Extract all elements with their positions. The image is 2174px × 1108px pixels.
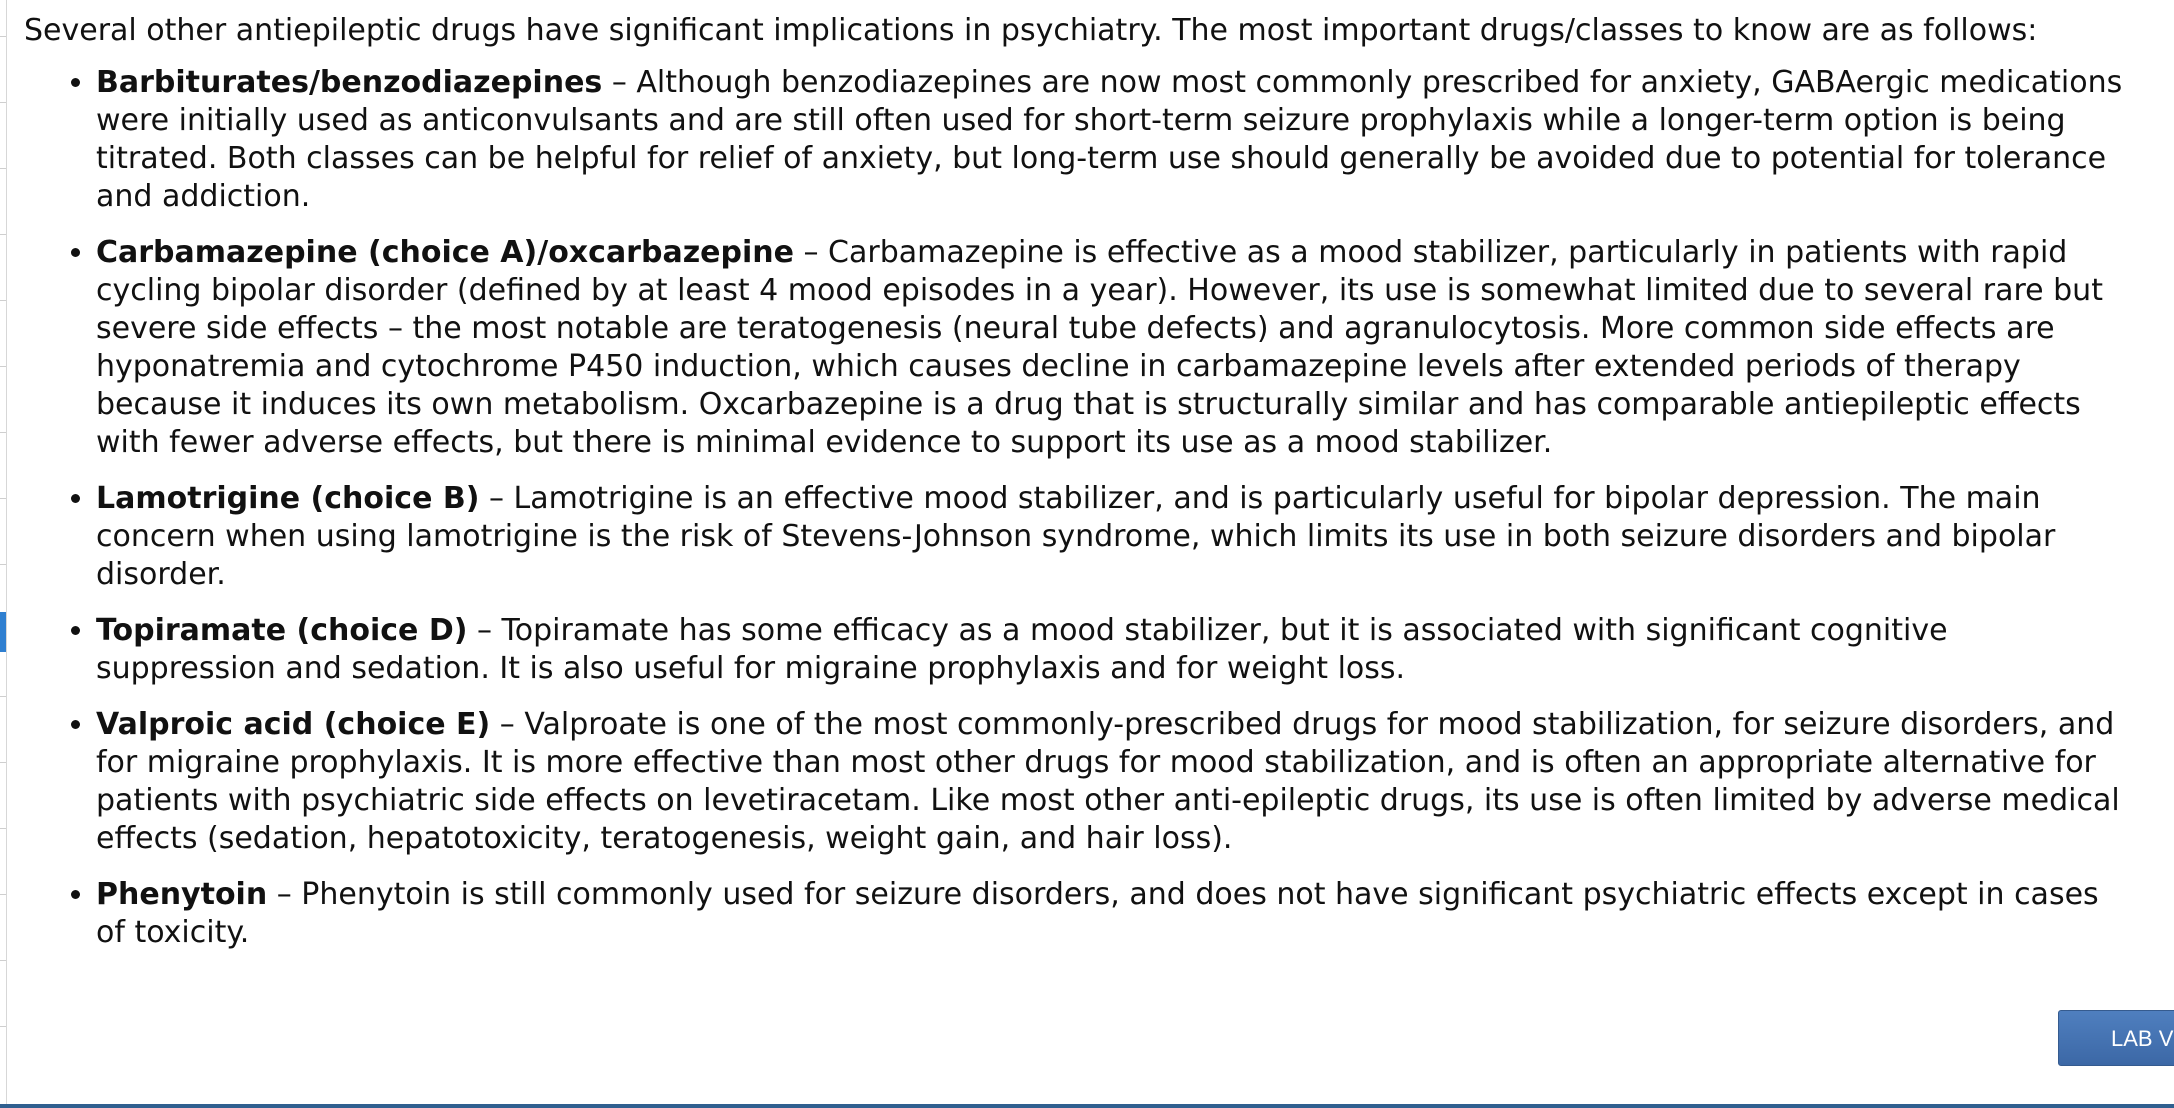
gutter-tick (0, 762, 6, 763)
drug-name: Carbamazepine (choice A)/oxcarbazepine (96, 235, 794, 270)
dash-separator: – (602, 65, 637, 100)
drug-description: Carbamazepine is effective as a mood stabilizer, particularly in patients with rapid cycling bipolar disorder (defined by at least 4 mood episodes in a year). However, its use is somewhat limited due to several rare but severe side effects – the most notable are teratogenesis (neural tube defects) and agranulocytosis. More common side effects are hyponatremia and cytochrome P450 induction, which causes decline in carbamazepine levels after extended periods of therapy because it induces its own metabolism. Oxcarbazepine is a drug that is structurally similar and has comparable antiepileptic effects with fewer adverse effects, but there is minimal evidence to support its use as a mood stabilizer. (96, 235, 2103, 460)
gutter-tick (0, 234, 6, 235)
gutter-tick (0, 102, 6, 103)
drug-name: Phenytoin (96, 877, 268, 912)
drug-name: Barbiturates/benzodiazepines (96, 65, 603, 100)
dash-separator: – (490, 707, 525, 742)
drug-name: Lamotrigine (choice B) (96, 481, 480, 516)
gutter-tick (0, 432, 6, 433)
dash-separator: – (467, 613, 502, 648)
gutter-tick (0, 498, 6, 499)
list-item (96, 64, 2124, 216)
gutter-tick (0, 960, 6, 961)
dash-separator: – (479, 481, 514, 516)
list-item (96, 876, 2124, 952)
gutter-tick (0, 828, 6, 829)
dash-separator: – (793, 235, 829, 270)
drug-description: Although benzodiazepines are now most commonly prescribed for anxiety, GABAergic medications were initially used as anticonvulsants and are still often used for short-term seizure prophylaxis while a longer-term option is being titrated. Both classes can be helpful for relief of anxiety, but long-term use should generally be avoided due to potential for tolerance and addiction. (96, 65, 2123, 214)
gutter-active-marker[interactable] (0, 612, 6, 652)
list-item (96, 612, 2124, 688)
gutter-tick (0, 564, 6, 565)
drug-description: Valproate is one of the most commonly-prescribed drugs for mood stabilization, for seizure disorders, and for migraine prophylaxis. It is more effective than most other drugs for mood stabilization, and is often an appropriate alternative for patients with psychiatric side effects on levetiracetam. Like most other anti-epileptic drugs, its use is often limited by adverse medical effects (sedation, hepatotoxicity, teratogenesis, weight gain, and hair loss). (96, 707, 2120, 856)
dash-separator: – (267, 877, 302, 912)
list-item (96, 234, 2124, 462)
gutter-tick (0, 894, 6, 895)
drug-name: Valproic acid (choice E) (96, 707, 491, 742)
gutter-tick (0, 366, 6, 367)
list-item (96, 480, 2124, 594)
drug-list (24, 64, 2124, 952)
gutter-tick (0, 168, 6, 169)
gutter-tick (0, 696, 6, 697)
drug-description: Topiramate has some efficacy as a mood stabilizer, but it is associated with significant cognitive suppression and sedation. It is also useful for migraine prophylaxis and for weight loss. (96, 613, 1948, 686)
gutter-tick (0, 36, 6, 37)
left-gutter (0, 0, 7, 1108)
drug-name: Topiramate (choice D) (96, 613, 468, 648)
explanation-content (24, 12, 2124, 970)
bottom-divider (0, 1104, 2174, 1108)
gutter-tick (0, 300, 6, 301)
gutter-tick (0, 1026, 6, 1027)
intro-paragraph: Several other antiepileptic drugs have significant implications in psychiatry. The most important drugs/classes to know are as follows: (24, 13, 2038, 48)
lab-values-button[interactable]: LAB V (2058, 1010, 2174, 1066)
drug-description: Phenytoin is still commonly used for seizure disorders, and does not have significant psychiatric effects except in cases of toxicity. (96, 877, 2099, 950)
list-item (96, 706, 2124, 858)
drug-description: Lamotrigine is an effective mood stabilizer, and is particularly useful for bipolar depression. The main concern when using lamotrigine is the risk of Stevens-Johnson syndrome, which limits its use in both seizure disorders and bipolar disorder. (96, 481, 2056, 592)
